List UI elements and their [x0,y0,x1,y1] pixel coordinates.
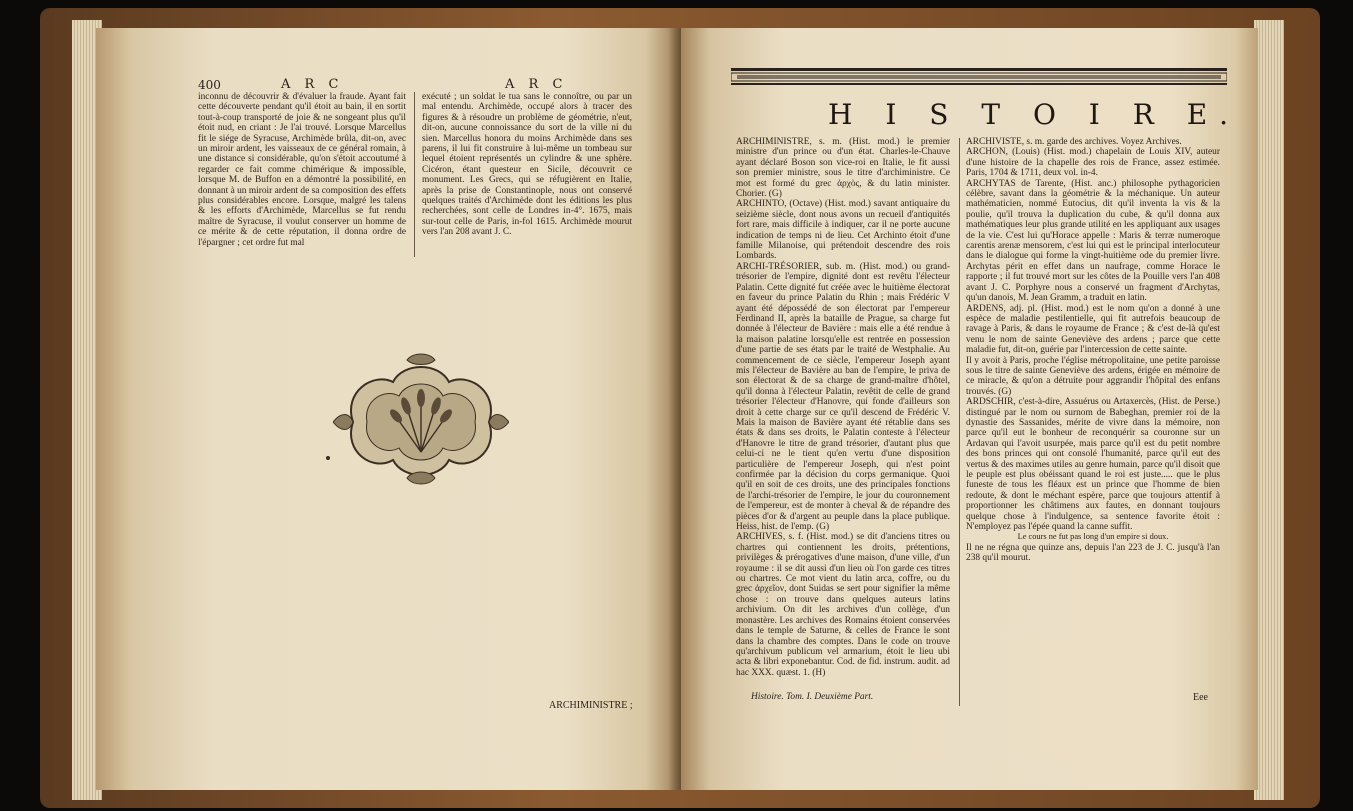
left-column-1 [198,92,406,248]
entry-archi-tresorier: ARCHI-TRÉSORIER, sub. m. (Hist. mod.) ou grand-trésorier de l'empire, dignité dont est revêtu l'électeur Palatin. Cette dignité fut créée avec le huitième électorat en faveur du prince Palatin du Rhin ; mais Frédéric V ayant été dépossédé de son électorat par l'empereur Ferdinand II, après la bataille de Prague, sa charge fut donnée à l'électeur de Bavière : mais elle a été rendue à la maison palatine lorsqu'elle est rentrée en possession d'une partie de ses états par le traité de Westphalie. Au commencement de ce siècle, l'empereur Joseph ayant mis l'électeur de Bavière au ban de l'empire, le priva de son électorat & de sa charge de grand-maître d'hôtel, qu'il donna à l'électeur Palatin, revêtit de celle de grand trésorier l'électeur d'Hanovre, qui fonde d'ailleurs son droit à cette charge sur ce qu'il descend de Frédéric V. Mais la maison de Bavière ayant été rétablie dans ses états & dans ses droits, le Palatin conteste à l'électeur d'Hanovre le titre de grand trésorier, d'autant plus que celui-ci ne le tient qu'en vertu d'une disposition particulière de l'empereur Joseph, qui n'est point confirmée par la décision du corps germanique. Quoi qu'il en soit de ces droits, une des principales fonctions de l'archi-trésorier de l'empire, le jour du couronnement de l'empereur, est de monter à cheval & de répandre des pièces d'or & d'argent au peuple dans la place publique. Heiss, hist. de l'emp. (G) [736,261,950,533]
entry-ardschir-end: Il ne ne régna que quinze ans, depuis l'an 223 de J. C. jusqu'à l'an 238 qu'il mourut. [966,542,1220,564]
page-number: 400 [198,78,221,92]
entry-ardens-2: Il y avoit à Paris, proche l'église métropolitaine, une petite paroisse sous le titre de sainte Geneviève des ardens, érigée en mémoire de ce miracle, & qu'on a détruite pour aggrandir l'hôpital des enfans trouvés. (G) [966,355,1220,397]
catchword-right: Eee [1193,692,1208,703]
entry-archiviste: ARCHIVISTE, s. m. garde des archives. Voyez Archives. [966,137,1182,147]
running-head-left: A R C [281,77,344,92]
left-column-2 [422,92,632,238]
entry-archinto: ARCHINTO, (Octave) (Hist. mod.) savant antiquaire du seizième siècle, dont nous avons un recueil d'antiquités fort rare, mais difficile à indiquer, car il ne porte aucune indication de temps ni de lieu. Cet Archinto étoit d'une famille Milanoise, qui prétendoit descendre des rois Lombards. [736,199,950,262]
column-divider [414,92,415,257]
ink-dot [326,456,330,460]
entry-ardens: ARDENS, adj. pl. (Hist. mod.) est le nom qu'on a donné à une espèce de maladie pestilentielle, qui fit autrefois beaucoup de ravage à Paris, & dans le royaume de France ; & c'est de-là qu'est venu le nom de sainte Geneviève des ardens ; parce que cette maladie fut, dit-on, guérie par l'intercession de cette sainte. [966,303,1220,356]
right-column-2 [966,137,1220,564]
footnote-verse: Le cours ne fut pas long d'un empire si doux. [1017,532,1169,542]
entry-archon: ARCHON, (Louis) (Hist. mod.) chapelain de Louis XIV, auteur d'une histoire de la chapelle des rois de France, assez estimée. Paris, 1704 & 1711, deux vol. in-4. [966,147,1220,179]
catchword-left: ARCHIMINISTRE ; [549,700,633,711]
signature-line: Histoire. Tom. I. Deuxième Part. [751,692,874,702]
entry-ardschir: ARDSCHIR, c'est-à-dire, Assuérus ou Artaxercès, (Hist. de Perse.) distingué par le nom ou surnom de Babeghan, premier roi de la dynastie des Sassanides, mérite de vivre dans la mémoire, non parce qu'il eut le bonheur de reconquérir sa couronne sur un Ardavan qui l'avoit usurpée, mais parce qu'il est du petit nombre des bons princes qui ont consolé l'humanité, parce qu'il eut des vertus & des maximes utiles au genre humain, parce qu'il disoit que le peuple est plus obéissant quand le roi est juste..... que le plus funeste de tous les fléaux est un prince que l'homme de bien redoute, & dont le méchant espère, parce que toujours attentif à proportionner les châtimens aux fautes, en donnant toujours quelque chose à l'indulgence, sa sentence favorite étoit : N'employez pas l'épée quand la canne suffit. [966,397,1220,533]
paragraph: exécuté ; un soldat le tua sans le connoître, ou par un mal entendu. Archimède, occupé alors à tracer des figures & à résoudre un problème de géométrie, n'eut, dit-on, aucune connoissance du sort de la ville ni du sien. Marcellus honora du moins Archimède dans ses parens, il lui fit construire à lui-même un tombeau sur lequel étoient représentés un cylindre & une sphère. Cicéron, étant questeur en Sicile, découvrit ce monument. Les Grecs, qui se réfugièrent en Italie, après la prise de Constantinople, nous ont conservé quelques traités d'Archimède dont les éditions les plus recherchées, sont celle de Londres in-4°. 1675, mais sur-tout celle de Paris, in-fol 1615. Archimède mourut vers l'an 208 avant J. C. [422,92,632,238]
column-divider-right [959,138,960,706]
cartouche-ornament [333,352,509,487]
decorative-band [731,68,1227,88]
paragraph: inconnu de découvrir & d'évaluer la fraude. Ayant fait cette découverte pendant qu'il étoit au bain, il en sortit tout-à-coup transporté de joie & ne songeant plus qu'il étoit nud, en criant : Je l'ai trouvé. Lorsque Marcellus fit le siége de Syracuse, Archimède brûla, dit-on, avec un miroir ardent, les vaisseaux de ce général romain, à une distance si considérable, qu'on s'étoit accoutumé à regarder ce fait comme chimérique & impossible, lorsque M. de Buffon en a démontré la possibilité, en donnant à un miroir ardent de sa composition des effets plus considérables encore. Lorsque, malgré les talens & les efforts d'Archimède, Marcellus se fut rendu maître de Syracuse, il voulut conserver un homme de ce mérite & de cette réputation, il donna ordre de l'épargner ; cet ordre fut mal [198,92,406,248]
entry-archiministre: ARCHIMINISTRE, s. m. (Hist. mod.) le premier ministre d'un prince ou d'un état. Charles-le-Chauve ayant déclaré Boson son vice-roi en Italie, le fit aussi son premier ministre, sous le titre d'archiministre. Ce mot est formé du grec ἀρχὸς, & du latin minister. Chorier. (G) [736,137,950,200]
section-title: H I S T O I R E. [828,98,1241,131]
page-edges-right [1254,20,1284,800]
running-head-right: A R C [505,77,568,92]
right-column-1 [736,137,950,678]
entry-archytas: ARCHYTAS de Tarente, (Hist. anc.) philosophe pythagoricien célèbre, savant dans la géométrie & la méchanique. Un auteur mathématicien, nommé Eutocius, dit qu'il inventa la vis & la poulie, qu'il trouva la duplication du cube, & qu'il donna aux mathématiques leur plus grande utilité en les appliquant aux usages de la vie. C'est lui qu'Horace appelle : Maris & terræ numeroque carentis arenæ mensorem, c'est lui qui est le principal interlocuteur dans le dialogue qui forme la vingt-huitième ode du premier livre. Archytas périt en effet dans un naufrage, comme Horace le rapporte ; il fut trouvé mort sur les côtes de la Pouille vers l'an 408 avant J. C. Porphyre nous a conservé un fragment d'Archytas, qu'un danois, M. Jean Gramm, a traduit en latin. [966,178,1220,304]
entry-archives: ARCHIVES, s. f. (Hist. mod.) se dit d'anciens titres ou chartres qui contiennent les droits, prétentions, privilèges & prérogatives d'une maison, d'une ville, d'un royaume : il se dit aussi d'un lieu où l'on garde ces titres ou chartres. Ce mot vient du latin arca, coffre, ou du grec ἀρχεῖον, dont Suidas se sert pour signifier la même chose : on trouve dans quelques auteurs latins archivium. On dit les archives d'un collège, d'un monastère. Les archives des Romains étoient conservées dans le temple de Saturne, & celles de France le sont dans la chambre des comptes. Dans le code on trouve qu'archivum publicum vel armarium, étoit le lieu ubi acta & libri exponebantur. Cod. de fid. instrum. audit. ad hac XXX. quæst. 1. (H) [736,532,950,678]
